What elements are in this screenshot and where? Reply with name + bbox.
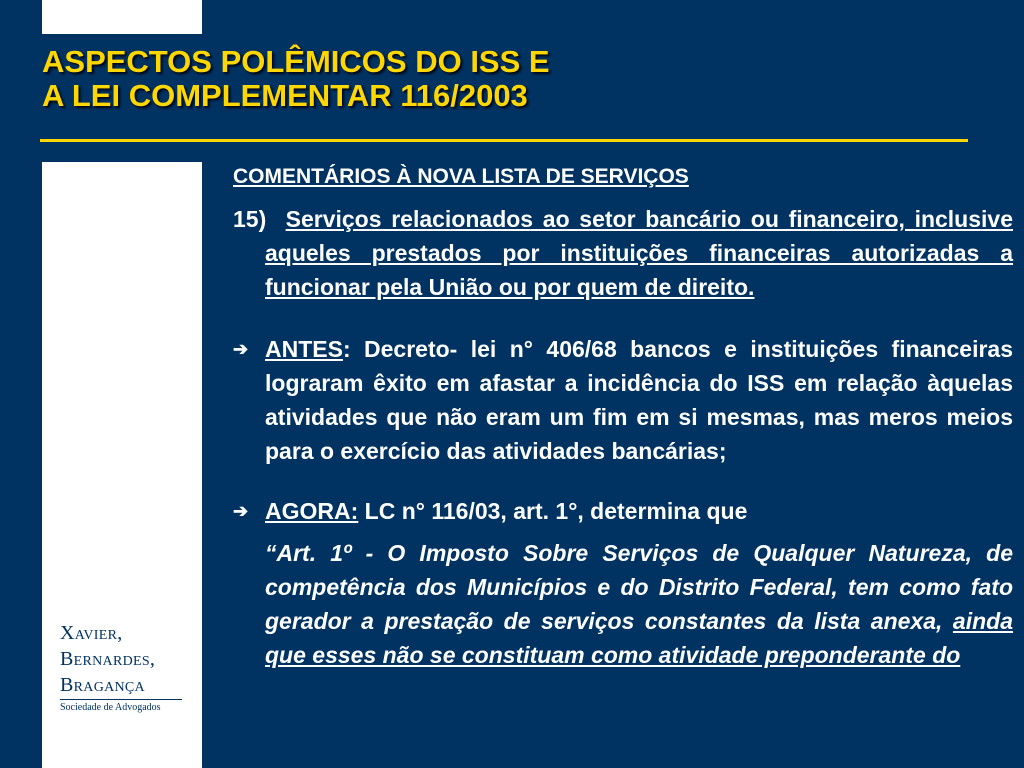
slide-content <box>233 160 1013 672</box>
antes-label: ANTES <box>265 336 343 362</box>
quote-underlined: ainda que esses não se constituam como atividade preponderante do <box>265 608 1013 668</box>
antes-text: : Decreto- lei n° 406/68 bancos e instituições financeiras lograram êxito em afastar a incidência do ISS em relação àquelas atividades que não eram um fim em si mesmas, mas meros meios para o exercício das atividades bancárias; <box>265 336 1013 464</box>
page-title <box>42 45 550 113</box>
agora-text: LC n° 116/03, art. 1°, determina que <box>358 498 748 524</box>
item-text: Serviços relacionados ao setor bancário ou financeiro, inclusive aqueles prestados por instituições financeiras autorizadas a funcionar pela União ou por quem de direito. <box>265 206 1013 300</box>
service-item-15 <box>233 202 1013 304</box>
title-line-2: A LEI COMPLEMENTAR 116/2003 <box>42 78 528 113</box>
arrow-right-icon: ➔ <box>233 501 249 521</box>
logo-subtitle: Sociedade de Advogados <box>60 702 161 713</box>
law-quote <box>233 536 1013 672</box>
logo-rule <box>60 699 182 700</box>
bullet-antes <box>233 332 1013 468</box>
firm-logo <box>60 620 186 714</box>
item-number: 15) <box>233 206 267 232</box>
section-heading: COMENTÁRIOS À NOVA LISTA DE SERVIÇOS <box>233 165 689 188</box>
agora-label: AGORA: <box>265 498 359 524</box>
arrow-right-icon: ➔ <box>233 339 249 359</box>
bullet-agora <box>233 494 1013 528</box>
title-divider <box>40 139 968 142</box>
logo-line-3: Bragança <box>60 674 145 696</box>
logo-line-1: Xavier, <box>60 622 123 644</box>
title-line-1: ASPECTOS POLÊMICOS DO ISS E <box>42 44 550 79</box>
side-panel <box>42 162 202 768</box>
logo-line-2: Bernardes, <box>60 648 156 670</box>
top-white-block <box>42 0 202 34</box>
quote-text: “Art. 1º - O Imposto Sobre Serviços de Qualquer Natureza, de competência dos Municípios e do Distrito Federal, tem como fato gerador a prestação de serviços constantes da lista anexa, <box>265 540 1013 634</box>
